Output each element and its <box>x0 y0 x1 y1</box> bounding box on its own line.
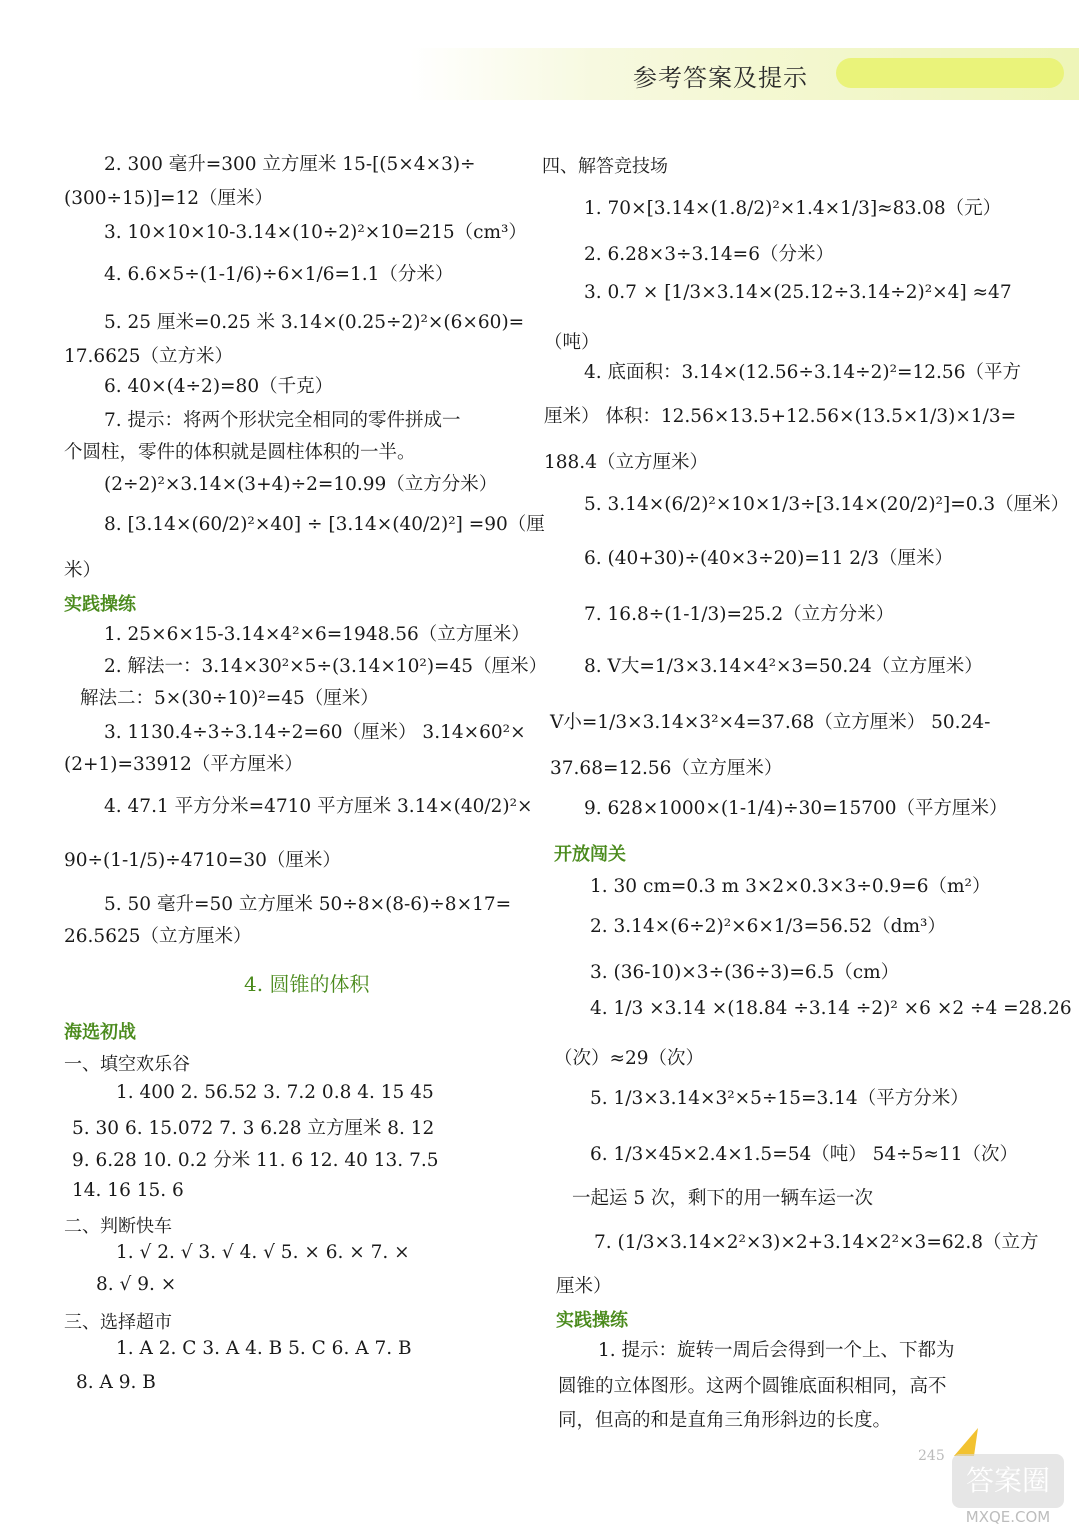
answer-line: 2. 解法一：3.14×30²×5÷(3.14×10²)=45（厘米） <box>104 656 548 677</box>
answer-line: 7. 16.8÷(1-1/3)=25.2（立方分米） <box>584 604 895 625</box>
watermark-text: 答案圈 <box>965 1464 1051 1497</box>
answer-line: 8. √ 9. × <box>96 1274 177 1295</box>
answer-line: 3. 0.7 × [1/3×3.14×(25.12÷3.14÷2)²×4] ≈47 <box>584 282 1012 303</box>
chapter-title: 4. 圆锥的体积 <box>244 972 370 996</box>
answer-line: 厘米） <box>556 1276 612 1297</box>
subsection-heading-fill: 一、填空欢乐谷 <box>64 1054 190 1075</box>
subsection-heading-judge: 二、判断快车 <box>64 1216 172 1237</box>
answer-line: 4. 1/3 ×3.14 ×(18.84 ÷3.14 ÷2)² ×6 ×2 ÷4 =28.26 <box>590 998 1072 1019</box>
answer-line: 1. 400 2. 56.52 3. 7.2 0.8 4. 15 45 <box>116 1082 434 1103</box>
answer-line: 26.5625（立方厘米） <box>64 926 252 947</box>
answer-line: 9. 6.28 10. 0.2 分米 11. 6 12. 40 13. 7.5 <box>72 1150 439 1171</box>
answer-line: 1. 70×[3.14×(1.8/2)²×1.4×1/3]≈83.08（元） <box>584 198 1002 219</box>
answer-line: 8. [3.14×(60/2)²×40] ÷ [3.14×(40/2)²] =90（厘 <box>104 514 545 535</box>
answer-line: 6. 1/3×45×2.4×1.5=54（吨） 54÷5≈11（次） <box>590 1144 1018 1165</box>
answer-line: 5. 30 6. 15.072 7. 3 6.28 立方厘米 8. 12 <box>72 1118 435 1139</box>
answer-line: 一起运 5 次，剩下的用一辆车运一次 <box>572 1188 874 1209</box>
answer-line: 5. 1/3×3.14×3²×5÷15=3.14（平方分米） <box>590 1088 969 1109</box>
answer-line: (2+1)=33912（平方厘米） <box>64 754 303 775</box>
section-heading-open: 开放闯关 <box>554 844 626 865</box>
answer-line: 5. 50 毫升=50 立方厘米 50÷8×(8-6)÷8×17= <box>104 894 512 915</box>
answer-line: (300÷15)]=12（厘米） <box>64 188 274 209</box>
answer-line: 4. 6.6×5÷(1-1/6)÷6×1/6=1.1（分米） <box>104 264 454 285</box>
answer-line: 1. A 2. C 3. A 4. B 5. C 6. A 7. B <box>116 1338 412 1359</box>
answer-line: 6. (40+30)÷(40×3÷20)=11 2/3（厘米） <box>584 548 954 569</box>
answer-line: 1. 提示：旋转一周后会得到一个上、下都为 <box>598 1340 955 1361</box>
section-heading-practice-2: 实践操练 <box>556 1310 628 1331</box>
answer-line: 6. 40×(4÷2)=80（千克） <box>104 376 334 397</box>
answer-line: 37.68=12.56（立方厘米） <box>550 758 783 779</box>
answer-line: 解法二：5×(30÷10)²=45（厘米） <box>80 688 379 709</box>
answer-line: 圆锥的立体图形。这两个圆锥底面积相同，高不 <box>558 1376 947 1397</box>
answer-line: 188.4（立方厘米） <box>544 452 708 473</box>
subsection-heading-solve: 四、解答竞技场 <box>542 156 668 177</box>
watermark-logo-icon <box>948 1420 1068 1530</box>
answer-line: 5. 3.14×(6/2)²×10×1/3÷[3.14×(20/2)²]=0.3（厘米） <box>584 494 1070 515</box>
subsection-heading-choice: 三、选择超市 <box>64 1312 172 1333</box>
answer-line: 2. 3.14×(6÷2)²×6×1/3=56.52（dm³） <box>590 916 946 937</box>
answer-line: V小=1/3×3.14×3²×4=37.68（立方厘米） 50.24- <box>550 712 991 733</box>
answer-line: 2. 300 毫升=300 立方厘米 15-[(5×4×3)÷ <box>104 154 476 175</box>
page-header-title: 参考答案及提示 <box>633 64 808 92</box>
answer-line: 8. V大=1/3×3.14×4²×3=50.24（立方厘米） <box>584 656 983 677</box>
answer-line: 14. 16 15. 6 <box>72 1180 184 1201</box>
answer-line: 个圆柱，零件的体积就是圆柱体积的一半。 <box>64 442 416 463</box>
answer-line: 7. 提示：将两个形状完全相同的零件拼成一 <box>104 410 461 431</box>
answer-line: （吨） <box>544 332 600 353</box>
svg-text:MXQE.COM: MXQE.COM <box>965 1508 1051 1526</box>
answer-line: 9. 628×1000×(1-1/4)÷30=15700（平方厘米） <box>584 798 1008 819</box>
page-number: 245 <box>918 1448 945 1464</box>
answer-line: 4. 47.1 平方分米=4710 平方厘米 3.14×(40/2)²× <box>104 796 533 817</box>
answer-line: 5. 25 厘米=0.25 米 3.14×(0.25÷2)²×(6×60)= <box>104 312 525 333</box>
section-heading-first-round: 海选初战 <box>64 1022 136 1043</box>
section-heading-practice: 实践操练 <box>64 594 136 615</box>
answer-line: 8. A 9. B <box>76 1372 156 1393</box>
answer-line: 4. 底面积：3.14×(12.56÷3.14÷2)²=12.56（平方 <box>584 362 1021 383</box>
header-tab-decoration <box>836 58 1064 88</box>
answer-line: 90÷(1-1/5)÷4710=30（厘米） <box>64 850 341 871</box>
answer-line: 1. 30 cm=0.3 m 3×2×0.3×3÷0.9=6（m²） <box>590 876 991 897</box>
answer-line: 同，但高的和是直角三角形斜边的长度。 <box>558 1410 892 1431</box>
answer-line: 3. 1130.4÷3÷3.14÷2=60（厘米） 3.14×60²× <box>104 722 526 743</box>
answer-line: 1. √ 2. √ 3. √ 4. √ 5. × 6. × 7. × <box>116 1242 410 1263</box>
answer-line: 3. (36-10)×3÷(36÷3)=6.5（cm） <box>590 962 900 983</box>
answer-line: 厘米） 体积：12.56×13.5+12.56×(13.5×1/3)×1/3= <box>544 406 1017 427</box>
answer-line: （次）≈29（次） <box>554 1048 705 1069</box>
answer-line: 米） <box>64 560 102 581</box>
answer-line: 17.6625（立方米） <box>64 346 234 367</box>
answer-line: 1. 25×6×15-3.14×4²×6=1948.56（立方厘米） <box>104 624 530 645</box>
answer-line: 3. 10×10×10-3.14×(10÷2)²×10=215（cm³） <box>104 222 527 243</box>
answer-line: 2. 6.28×3÷3.14=6（分米） <box>584 244 834 265</box>
answer-line: (2÷2)²×3.14×(3+4)÷2=10.99（立方分米） <box>104 474 498 495</box>
answer-line: 7. (1/3×3.14×2²×3)×2+3.14×2²×3=62.8（立方 <box>594 1232 1039 1253</box>
